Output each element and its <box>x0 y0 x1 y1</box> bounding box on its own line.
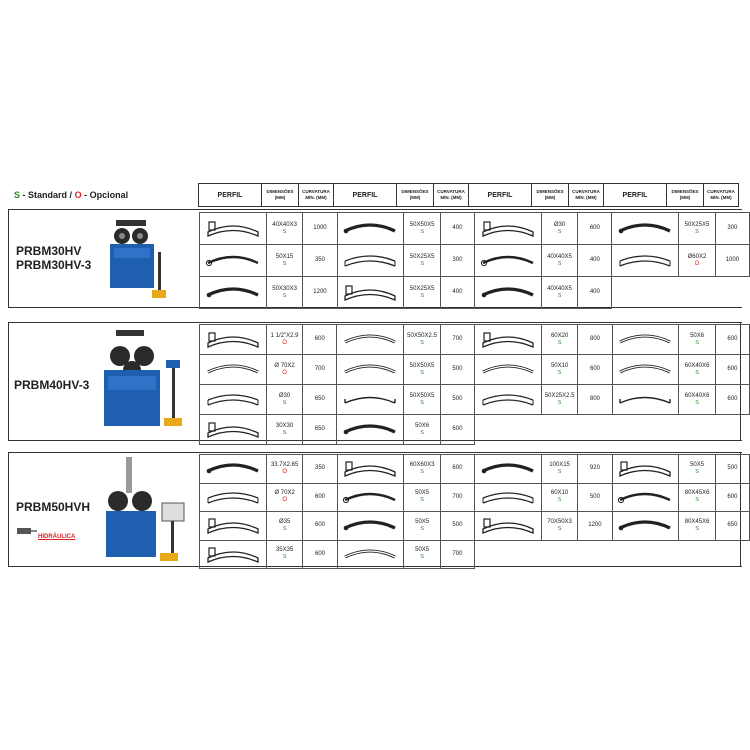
dimension-cell <box>266 540 303 569</box>
optional-mark: O <box>282 497 287 504</box>
profile-drawing-icon <box>612 325 679 355</box>
dimension-value: 50X5 <box>690 461 705 468</box>
curvature-value: 350 <box>303 245 337 277</box>
standard-mark: S <box>420 339 424 346</box>
dimension-cell <box>266 385 302 415</box>
curvature-value: 700 <box>440 325 474 355</box>
curvature-value: 650 <box>303 385 337 415</box>
dimension-value: 40X40X5 <box>547 253 572 260</box>
curvature-value: 1000 <box>715 245 749 277</box>
header-perfil: PERFIL <box>604 184 667 207</box>
legend-standard-letter: S <box>14 190 21 200</box>
dimension-cell <box>679 512 716 541</box>
dimension-value: Ø30 <box>278 392 291 399</box>
profile-drawing-icon <box>200 455 267 484</box>
machine-photo-prbm30hv <box>100 212 180 306</box>
curvature-value: 400 <box>578 245 612 277</box>
curvature-value: 600 <box>303 325 337 355</box>
curvature-value: 400 <box>440 277 474 309</box>
curvature-value: 500 <box>440 512 474 541</box>
standard-mark: S <box>282 429 287 436</box>
curvature-value: 600 <box>715 355 749 385</box>
dimension-cell <box>679 385 716 415</box>
dimension-cell <box>404 355 441 385</box>
standard-mark: S <box>557 260 562 267</box>
standard-mark: S <box>557 525 562 532</box>
dimension-cell <box>541 455 578 484</box>
curvature-value: 400 <box>440 213 474 245</box>
machine-photo-prbm50hvh <box>96 455 196 565</box>
standard-mark: S <box>557 399 562 406</box>
dimension-value: Ø30 <box>553 221 566 228</box>
profile-drawing-icon <box>337 385 404 415</box>
dimension-cell <box>266 415 302 445</box>
dimension-value: 50X25X2.5 <box>544 392 575 399</box>
dimension-value: 30X30 <box>275 422 294 429</box>
standard-mark: S <box>557 339 562 346</box>
table-row <box>200 213 750 245</box>
table-row <box>200 325 750 355</box>
standard-mark: S <box>420 228 424 235</box>
profile-drawing-icon <box>337 455 404 484</box>
curvature-value: 650 <box>715 512 749 541</box>
dimension-value: 50X25X5 <box>684 221 710 228</box>
profile-drawing-icon <box>337 415 404 445</box>
standard-mark: S <box>695 399 699 406</box>
dimension-cell <box>404 277 441 309</box>
curvature-value: 1000 <box>303 213 337 245</box>
standard-mark: S <box>557 497 562 504</box>
curvature-value: 500 <box>715 455 749 484</box>
dimension-value: Ø35 <box>278 518 291 525</box>
profile-drawing-icon <box>337 540 404 569</box>
standard-mark: S <box>282 525 287 532</box>
dimension-cell <box>541 245 578 277</box>
dimension-value: 50X50X2.5 <box>407 332 437 339</box>
model-title-prbm50hvh: PRBM50HVH <box>16 500 91 514</box>
model-title-prbm30hv: PRBM30HV PRBM30HV-3 <box>16 244 92 272</box>
profile-drawing-icon <box>337 483 404 512</box>
curvature-value: 1200 <box>303 277 337 309</box>
machine-photo-prbm40hv3 <box>98 326 194 432</box>
standard-mark: S <box>282 260 287 267</box>
dimension-value: 50X5 <box>415 490 430 497</box>
standard-mark: S <box>282 228 287 235</box>
dimension-cell <box>266 512 303 541</box>
profile-drawing-icon <box>337 213 404 245</box>
standard-mark: S <box>420 369 424 376</box>
profile-drawing-icon <box>200 213 267 245</box>
dimension-cell <box>679 325 716 355</box>
standard-mark: S <box>282 554 287 561</box>
standard-mark: S <box>420 525 424 532</box>
dimension-cell <box>266 213 303 245</box>
optional-mark: O <box>282 369 287 376</box>
dimension-cell <box>679 213 716 245</box>
dimension-value: 1 1/2"X2.9 <box>270 332 299 339</box>
dimension-cell <box>541 385 578 415</box>
dimension-cell <box>404 455 441 484</box>
profile-drawing-icon <box>337 512 404 541</box>
curvature-value: 800 <box>578 325 612 355</box>
profile-drawing-icon <box>200 245 267 277</box>
dimension-value: 33.7X2.65 <box>270 461 299 468</box>
dimension-cell <box>266 245 303 277</box>
curvature-value: 600 <box>578 213 612 245</box>
profile-drawing-icon <box>200 540 267 569</box>
dimension-cell <box>404 385 441 415</box>
standard-mark: S <box>420 468 424 475</box>
legend-standard-text: - Standard / <box>22 190 73 200</box>
dimension-value: 50X30X3 <box>272 285 297 292</box>
profile-drawing-icon <box>612 455 679 484</box>
dimension-cell <box>541 277 578 309</box>
standard-mark: S <box>420 554 424 561</box>
profile-drawing-icon <box>337 245 404 277</box>
dimension-cell <box>541 325 578 355</box>
dimension-cell <box>541 213 578 245</box>
curvature-value: 600 <box>303 540 337 569</box>
optional-mark: O <box>282 339 287 346</box>
dimension-value: 50X5 <box>415 547 430 554</box>
dimension-cell <box>541 512 578 541</box>
legend <box>14 190 128 200</box>
dimension-cell <box>404 512 441 541</box>
profile-table <box>199 454 750 569</box>
profile-drawing-icon <box>337 325 404 355</box>
curvature-value: 600 <box>578 355 612 385</box>
profile-drawing-icon <box>200 483 267 512</box>
header-dimensoes: DIMENSÕES (MM) <box>667 184 704 207</box>
dimension-value: 50X25X5 <box>409 285 435 292</box>
standard-mark: S <box>695 369 699 376</box>
dimension-cell <box>679 245 716 277</box>
hydraulic-cylinder-icon <box>16 524 38 538</box>
header-perfil: PERFIL <box>199 184 262 207</box>
standard-mark: S <box>695 525 699 532</box>
dimension-value: 60X40X6 <box>684 362 710 369</box>
profile-drawing-icon <box>200 385 267 415</box>
curvature-value: 600 <box>303 512 337 541</box>
curvature-value: 700 <box>303 355 337 385</box>
standard-mark: S <box>420 497 424 504</box>
profile-drawing-icon <box>474 455 541 484</box>
standard-mark: S <box>695 468 699 475</box>
table-row <box>200 277 750 309</box>
profile-drawing-icon <box>612 385 679 415</box>
profile-drawing-icon <box>612 355 679 385</box>
curvature-value: 920 <box>578 455 612 484</box>
dimension-cell <box>679 483 716 512</box>
profile-drawing-icon <box>474 483 541 512</box>
standard-mark: S <box>282 292 287 299</box>
curvature-value: 600 <box>303 483 337 512</box>
dimension-value: 50X5 <box>415 518 430 525</box>
curvature-value: 650 <box>303 415 337 445</box>
profile-drawing-icon <box>612 483 679 512</box>
profile-drawing-icon <box>474 385 541 415</box>
dimension-cell <box>404 325 441 355</box>
standard-mark: S <box>557 468 562 475</box>
profile-drawing-icon <box>474 213 541 245</box>
curvature-value: 300 <box>715 213 749 245</box>
standard-mark: S <box>695 497 699 504</box>
dimension-cell <box>266 325 302 355</box>
profile-drawing-icon <box>200 415 267 445</box>
header-dimensoes: DIMENSÕES (MM) <box>532 184 569 207</box>
curvature-value: 700 <box>440 483 474 512</box>
dimension-value: 60X20 <box>550 332 569 339</box>
profile-table <box>199 212 750 309</box>
profile-drawing-icon <box>474 245 541 277</box>
profile-table <box>199 324 750 445</box>
dimension-value: Ø 70X2 <box>274 490 295 497</box>
dimension-cell <box>404 415 441 445</box>
curvature-value: 700 <box>440 540 474 569</box>
section-divider <box>8 452 742 453</box>
curvature-value: 600 <box>715 385 749 415</box>
standard-mark: S <box>420 292 424 299</box>
dimension-cell <box>404 245 441 277</box>
curvature-value: 300 <box>440 245 474 277</box>
dimension-value: 50X25X5 <box>409 253 435 260</box>
dimension-cell <box>266 277 303 309</box>
dimension-cell <box>404 483 441 512</box>
legend-optional-text: - Opcional <box>84 190 129 200</box>
profile-drawing-icon <box>474 277 541 309</box>
profile-drawing-icon <box>200 355 267 385</box>
curvature-value: 600 <box>715 483 749 512</box>
dimension-cell <box>266 355 302 385</box>
dimension-value: 40X40X5 <box>547 285 572 292</box>
table-row <box>200 540 750 569</box>
profile-drawing-icon <box>200 512 267 541</box>
dimension-cell <box>679 355 716 385</box>
header-perfil: PERFIL <box>334 184 397 207</box>
curvature-value: 1200 <box>578 512 612 541</box>
header-dimensoes: DIMENSÕES (MM) <box>262 184 299 207</box>
profile-drawing-icon <box>474 355 541 385</box>
curvature-value: 500 <box>578 483 612 512</box>
curvature-value: 600 <box>715 325 749 355</box>
profile-drawing-icon <box>612 512 679 541</box>
dimension-value: 50X6 <box>415 422 430 429</box>
column-header <box>198 183 739 207</box>
dimension-value: 80X45X6 <box>684 518 710 525</box>
dimension-value: 40X40X3 <box>272 221 297 228</box>
profile-drawing-icon <box>200 325 267 355</box>
table-row <box>200 455 750 484</box>
curvature-value: 500 <box>440 355 474 385</box>
hydraulic-badge: HIDRÁULICA <box>38 534 76 540</box>
dimension-value: 50X50X5 <box>409 362 435 369</box>
curvature-value: 600 <box>440 455 474 484</box>
standard-mark: S <box>420 429 424 436</box>
standard-mark: S <box>557 292 562 299</box>
dimension-value: 50X50X5 <box>409 392 435 399</box>
curvature-value: 500 <box>440 385 474 415</box>
table-row <box>200 415 750 445</box>
dimension-cell <box>541 483 578 512</box>
curvature-value: 350 <box>303 455 337 484</box>
standard-mark: S <box>557 228 562 235</box>
optional-mark: O <box>694 260 700 267</box>
header-dimensoes: DIMENSÕES (MM) <box>397 184 434 207</box>
standard-mark: S <box>695 339 699 346</box>
profile-drawing-icon <box>474 512 541 541</box>
legend-optional-letter: O <box>74 190 82 200</box>
standard-mark: S <box>695 228 699 235</box>
standard-mark: S <box>282 399 287 406</box>
dimension-value: 50X6 <box>690 332 705 339</box>
table-row <box>200 385 750 415</box>
dimension-value: Ø 70X2 <box>274 362 295 369</box>
table-row <box>200 355 750 385</box>
header-curvatura: CURVATURA MÍN. (MM) <box>299 184 334 207</box>
header-perfil: PERFIL <box>469 184 532 207</box>
dimension-value: 80X45X6 <box>684 490 710 497</box>
standard-mark: S <box>557 369 562 376</box>
profile-drawing-icon <box>612 245 679 277</box>
dimension-value: Ø60X2 <box>687 253 707 260</box>
dimension-value: 60X10 <box>550 490 569 497</box>
dimension-value: 35X35 <box>275 547 294 554</box>
profile-drawing-icon <box>474 325 541 355</box>
dimension-value: 50X10 <box>550 362 569 369</box>
section-divider <box>8 322 742 323</box>
dimension-value: 100X15 <box>549 461 570 468</box>
profile-drawing-icon <box>337 277 404 309</box>
dimension-cell <box>541 355 578 385</box>
table-row <box>200 483 750 512</box>
dimension-value: 70X50X3 <box>547 518 572 525</box>
table-row <box>200 512 750 541</box>
curvature-value: 400 <box>578 277 612 309</box>
dimension-value: 60X60X3 <box>409 461 435 468</box>
dimension-cell <box>404 540 441 569</box>
dimension-cell <box>266 455 303 484</box>
dimension-value: 50X15 <box>275 253 294 260</box>
curvature-value: 600 <box>440 415 474 445</box>
dimension-cell <box>679 455 716 484</box>
profile-drawing-icon <box>200 277 267 309</box>
standard-mark: S <box>420 260 424 267</box>
dimension-cell <box>266 483 303 512</box>
header-curvatura: CURVATURA MÍN. (MM) <box>569 184 604 207</box>
profile-drawing-icon <box>337 355 404 385</box>
dimension-value: 60X40X6 <box>684 392 710 399</box>
section-divider <box>8 209 742 210</box>
optional-mark: O <box>282 468 287 475</box>
header-curvatura: CURVATURA MÍN. (MM) <box>434 184 469 207</box>
dimension-value: 50X50X5 <box>409 221 435 228</box>
table-row <box>200 245 750 277</box>
curvature-value: 800 <box>578 385 612 415</box>
dimension-cell <box>404 213 441 245</box>
model-title-prbm40hv3: PRBM40HV-3 <box>14 378 90 392</box>
profile-drawing-icon <box>612 213 679 245</box>
standard-mark: S <box>420 399 424 406</box>
header-curvatura: CURVATURA MÍN. (MM) <box>704 184 739 207</box>
